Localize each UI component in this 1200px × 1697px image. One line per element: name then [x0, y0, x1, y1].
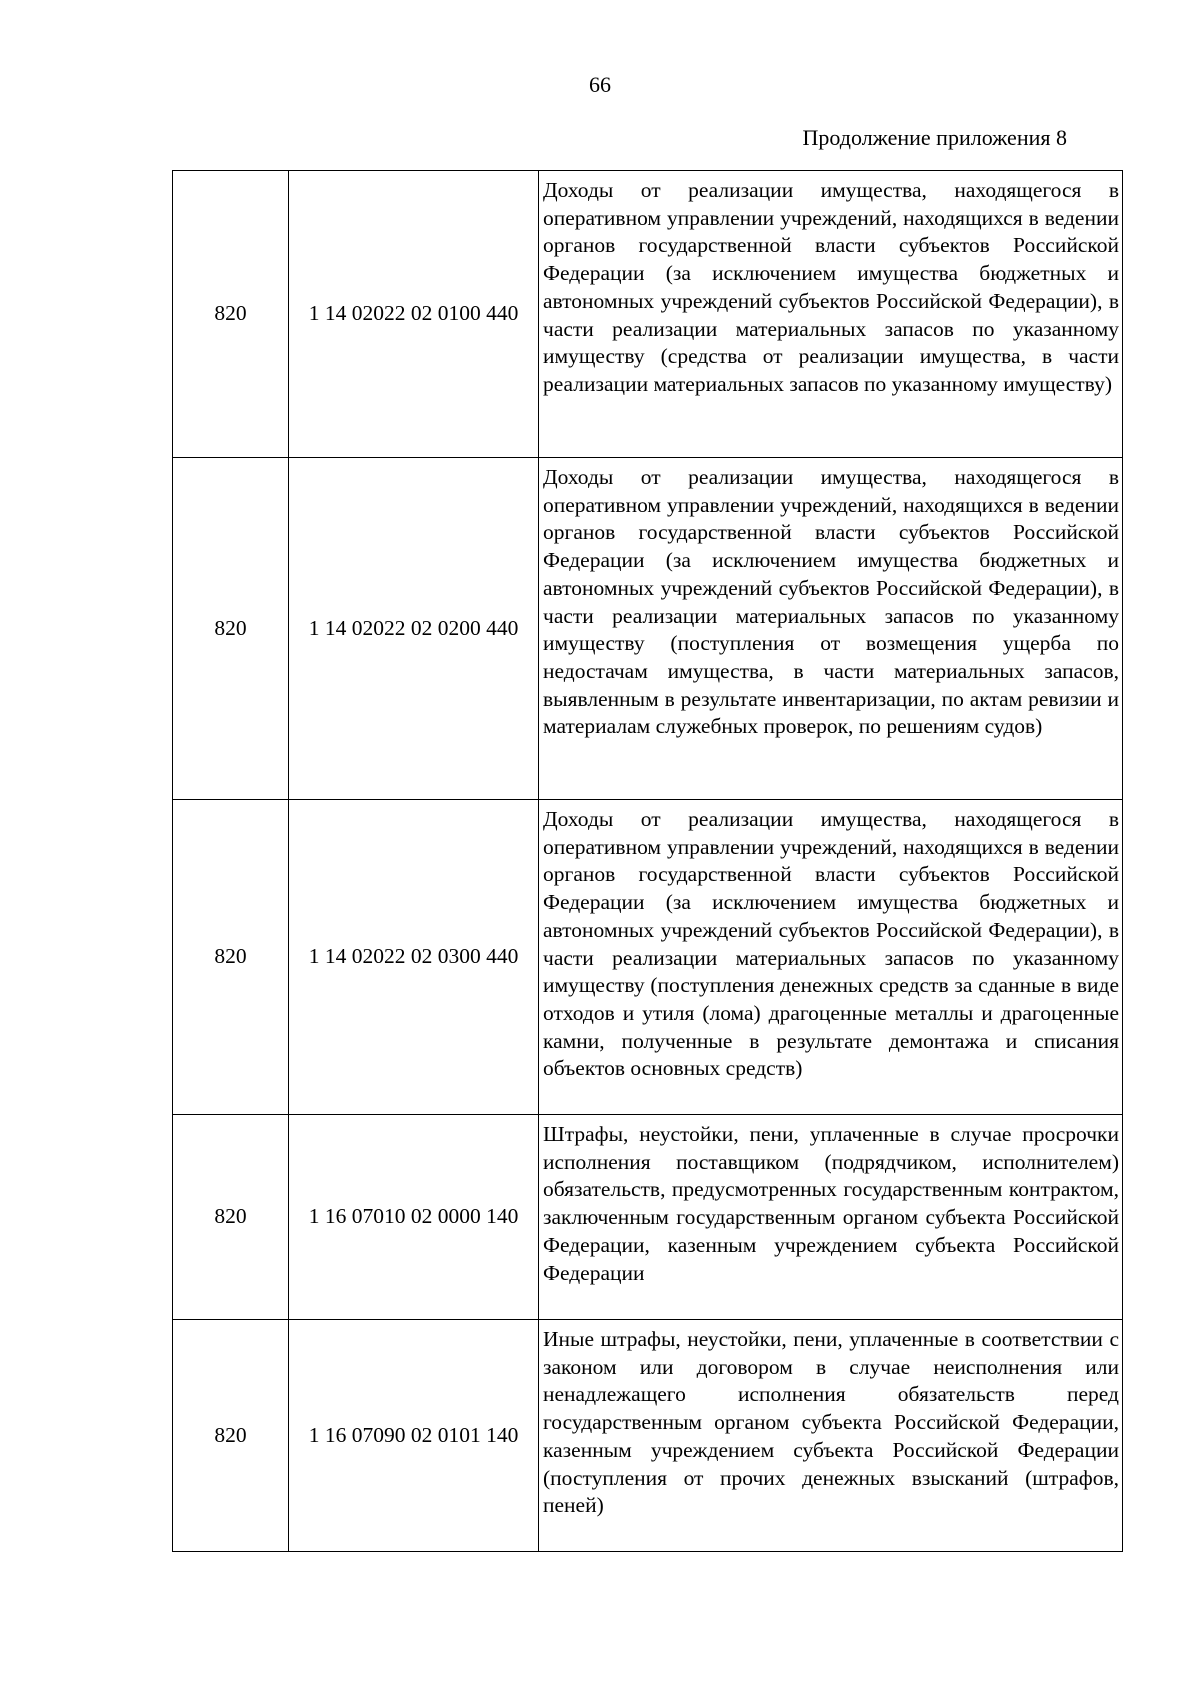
- description-cell: Иные штрафы, неустойки, пени, уплаченные в соответствии с законом или договором в случае неисполнения или ненадлежащего исполнения обязательств перед государственным органом субъекта Российской Федерации, казенным учреждением субъекта Российской Федерации (поступления от прочих денежных взысканий (штрафов, пеней): [539, 1320, 1123, 1552]
- description-cell: Доходы от реализации имущества, находящегося в оперативном управлении учреждений, находящихся в ведении органов государственной власти субъектов Российской Федерации (за исключением имущества бюджетных и автономных учреждений субъектов Российской Федерации), в части реализации материальных запасов по указанному имуществу (поступления от возмещения ущерба по недостачам имущества, в части материальных запасов, выявленным в результате инвентаризации, по актам ревизии и материалам служебных проверок, по решениям судов): [539, 458, 1123, 800]
- admin-code-cell: 820: [173, 1115, 289, 1320]
- admin-code-cell: 820: [173, 458, 289, 800]
- table-row: [173, 1320, 1123, 1552]
- admin-code-cell: 820: [173, 800, 289, 1115]
- description-cell: Доходы от реализации имущества, находящегося в оперативном управлении учреждений, находящихся в ведении органов государственной власти субъектов Российской Федерации (за исключением имущества бюджетных и автономных учреждений субъектов Российской Федерации), в части реализации материальных запасов по указанному имуществу (поступления денежных средств за сданные в виде отходов и утиля (лома) драгоценные металлы и драгоценные камни, полученные в результате демонтажа и списания объектов основных средств): [539, 800, 1123, 1115]
- page-number: 66: [589, 72, 611, 97]
- admin-code-cell: 820: [173, 171, 289, 458]
- description-cell: Штрафы, неустойки, пени, уплаченные в случае просрочки исполнения поставщиком (подрядчиком, исполнителем) обязательств, предусмотренных государственным контрактом, заключенным государственным органом субъекта Российской Федерации, казенным учреждением субъекта Российской Федерации: [539, 1115, 1123, 1320]
- table-row: [173, 458, 1123, 800]
- admin-code-cell: 820: [173, 1320, 289, 1552]
- revenue-codes-table: [172, 170, 1123, 1552]
- budget-code-cell: 1 16 07010 02 0000 140: [289, 1115, 539, 1320]
- table-row: [173, 171, 1123, 458]
- description-cell: Доходы от реализации имущества, находящегося в оперативном управлении учреждений, находящихся в ведении органов государственной власти субъектов Российской Федерации (за исключением имущества бюджетных и автономных учреждений субъектов Российской Федерации), в части реализации материальных запасов по указанному имуществу (средства от реализации имущества, в части реализации материальных запасов по указанному имуществу): [539, 171, 1123, 458]
- continuation-label: Продолжение приложения 8: [802, 125, 1067, 150]
- budget-code-cell: 1 16 07090 02 0101 140: [289, 1320, 539, 1552]
- table-row: [173, 1115, 1123, 1320]
- table-row: [173, 800, 1123, 1115]
- budget-code-cell: 1 14 02022 02 0300 440: [289, 800, 539, 1115]
- budget-code-cell: 1 14 02022 02 0200 440: [289, 458, 539, 800]
- budget-code-cell: 1 14 02022 02 0100 440: [289, 171, 539, 458]
